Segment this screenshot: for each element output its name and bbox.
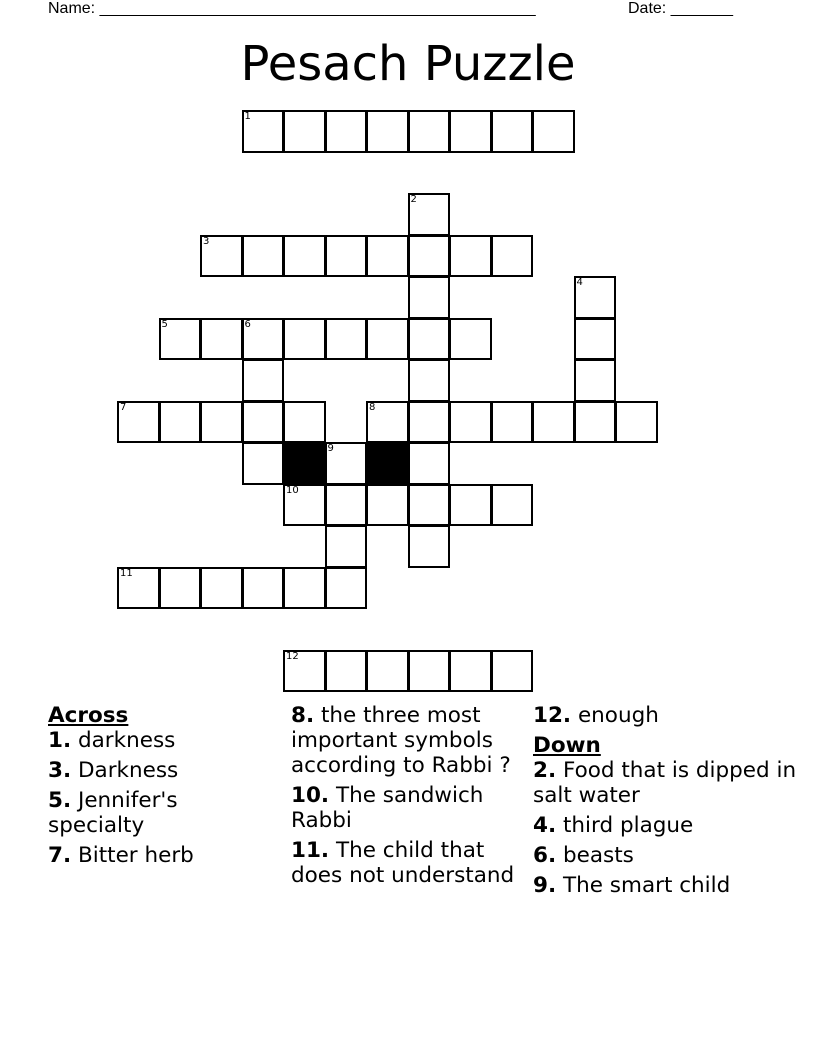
clues-column-3	[533, 703, 813, 903]
clue-number: 5.	[48, 788, 72, 813]
crossword-cell[interactable]	[408, 442, 451, 485]
clue-down-2	[533, 758, 813, 808]
crossword-cell[interactable]	[408, 193, 451, 236]
crossword-cell[interactable]	[242, 567, 285, 610]
crossword-cell[interactable]	[574, 318, 617, 361]
crossword-block	[366, 442, 409, 485]
clue-across-10	[291, 783, 521, 833]
clue-number: 4.	[533, 813, 557, 838]
clues-column-1	[48, 703, 278, 873]
clue-text: third plague	[562, 813, 694, 838]
crossword-cell[interactable]	[449, 235, 492, 278]
cell-number: 2	[410, 194, 417, 205]
clue-across-12	[533, 703, 813, 728]
crossword-block	[283, 442, 326, 485]
crossword-cell[interactable]	[491, 401, 534, 444]
crossword-cell[interactable]	[242, 110, 285, 153]
clue-down-6	[533, 843, 813, 868]
crossword-cell[interactable]	[491, 110, 534, 153]
crossword-cell[interactable]	[574, 276, 617, 319]
cell-number: 9	[327, 443, 334, 454]
crossword-cell[interactable]	[200, 235, 243, 278]
cell-number: 1	[244, 111, 251, 122]
crossword-cell[interactable]	[325, 650, 368, 693]
cell-number: 3	[203, 235, 210, 247]
clue-number: 7.	[48, 843, 72, 868]
crossword-cell[interactable]	[200, 401, 243, 444]
clue-number: 10.	[291, 783, 330, 808]
crossword-cell[interactable]	[449, 650, 492, 693]
crossword-cell[interactable]	[283, 567, 326, 610]
crossword-cell[interactable]	[491, 484, 534, 527]
clue-text: beasts	[562, 843, 634, 868]
crossword-cell[interactable]	[366, 318, 409, 361]
crossword-cell[interactable]	[615, 401, 658, 444]
crossword-cell[interactable]	[242, 235, 285, 278]
crossword-cell[interactable]	[242, 318, 285, 361]
crossword-cell[interactable]	[117, 567, 160, 610]
crossword-cell[interactable]	[574, 401, 617, 444]
clue-number: 11.	[291, 838, 330, 863]
clue-down-4	[533, 813, 813, 838]
crossword-cell[interactable]	[283, 318, 326, 361]
cell-number: 8	[369, 401, 376, 413]
name-label: Name: _________________________________________________	[48, 0, 536, 17]
crossword-cell[interactable]	[200, 318, 243, 361]
crossword-cell[interactable]	[408, 484, 451, 527]
crossword-cell[interactable]	[449, 318, 492, 361]
clues-column-2	[291, 703, 521, 893]
crossword-cell[interactable]	[408, 318, 451, 361]
clue-text: The child that does not understand	[291, 838, 515, 888]
crossword-cell[interactable]	[159, 567, 202, 610]
across-heading: Across	[48, 703, 129, 728]
crossword-cell[interactable]	[408, 359, 451, 402]
crossword-cell[interactable]	[325, 567, 368, 610]
crossword-cell[interactable]	[366, 650, 409, 693]
crossword-cell[interactable]	[283, 484, 326, 527]
crossword-cell[interactable]	[449, 401, 492, 444]
crossword-cell[interactable]	[283, 650, 326, 693]
crossword-cell[interactable]	[242, 401, 285, 444]
clue-number: 9.	[533, 873, 557, 898]
crossword-cell[interactable]	[242, 442, 285, 485]
crossword-cell[interactable]	[574, 359, 617, 402]
clue-number: 3.	[48, 758, 72, 783]
cell-number: 7	[120, 401, 127, 413]
down-heading: Down	[533, 733, 601, 758]
clue-number: 12.	[533, 703, 572, 728]
clue-down-9	[533, 873, 813, 898]
cell-number: 4	[576, 277, 583, 288]
clue-text: The smart child	[562, 873, 731, 898]
crossword-cell[interactable]	[117, 401, 160, 444]
clue-across-11	[291, 838, 521, 888]
clue-number: 8.	[291, 703, 315, 728]
crossword-cell[interactable]	[200, 567, 243, 610]
clue-text: darkness	[77, 728, 176, 753]
crossword-cell[interactable]	[408, 276, 451, 319]
crossword-cell[interactable]	[532, 110, 575, 153]
clue-across-3	[48, 758, 278, 783]
crossword-cell[interactable]	[366, 235, 409, 278]
crossword-cell[interactable]	[366, 110, 409, 153]
cell-number: 11	[120, 567, 133, 579]
clue-across-1	[48, 728, 278, 753]
clue-number: 1.	[48, 728, 72, 753]
clue-across-5	[48, 788, 278, 838]
crossword-cell[interactable]	[283, 235, 326, 278]
crossword-cell[interactable]	[408, 235, 451, 278]
crossword-cell[interactable]	[325, 484, 368, 527]
crossword-cell[interactable]	[325, 318, 368, 361]
crossword-cell[interactable]	[159, 318, 202, 361]
clue-text: The sandwich Rabbi	[291, 783, 484, 833]
clue-text: Jennifer's specialty	[48, 788, 178, 838]
clue-text: Darkness	[77, 758, 179, 783]
crossword-cell[interactable]	[408, 110, 451, 153]
crossword-cell[interactable]	[366, 401, 409, 444]
crossword-cell[interactable]	[283, 110, 326, 153]
crossword-cell[interactable]	[491, 650, 534, 693]
cell-number: 6	[244, 318, 251, 330]
clue-text: enough	[577, 703, 659, 728]
page-title: Pesach Puzzle	[240, 36, 576, 92]
crossword-cell[interactable]	[159, 401, 202, 444]
clue-text: the three most important symbols according to Rabbi ?	[291, 703, 511, 778]
crossword-cell[interactable]	[325, 235, 368, 278]
cell-number: 12	[286, 650, 299, 662]
crossword-cell[interactable]	[366, 484, 409, 527]
crossword-cell[interactable]	[449, 484, 492, 527]
crossword-cell[interactable]	[283, 401, 326, 444]
date-label: Date: _______	[628, 0, 733, 17]
clue-text: Bitter herb	[77, 843, 194, 868]
clue-number: 6.	[533, 843, 557, 868]
clue-number: 2.	[533, 758, 557, 783]
cell-number: 10	[286, 484, 299, 496]
cell-number: 5	[161, 318, 168, 330]
crossword-cell[interactable]	[242, 359, 285, 402]
crossword-cell[interactable]	[408, 525, 451, 568]
crossword-cell[interactable]	[449, 110, 492, 153]
crossword-cell[interactable]	[491, 235, 534, 278]
crossword-cell[interactable]	[532, 401, 575, 444]
crossword-cell[interactable]	[325, 110, 368, 153]
clue-text: Food that is dipped in salt water	[533, 758, 797, 808]
clue-across-7	[48, 843, 278, 868]
crossword-cell[interactable]	[408, 401, 451, 444]
crossword-cell[interactable]	[325, 525, 368, 568]
crossword-cell[interactable]	[408, 650, 451, 693]
crossword-cell[interactable]	[325, 442, 368, 485]
clue-across-8	[291, 703, 521, 778]
